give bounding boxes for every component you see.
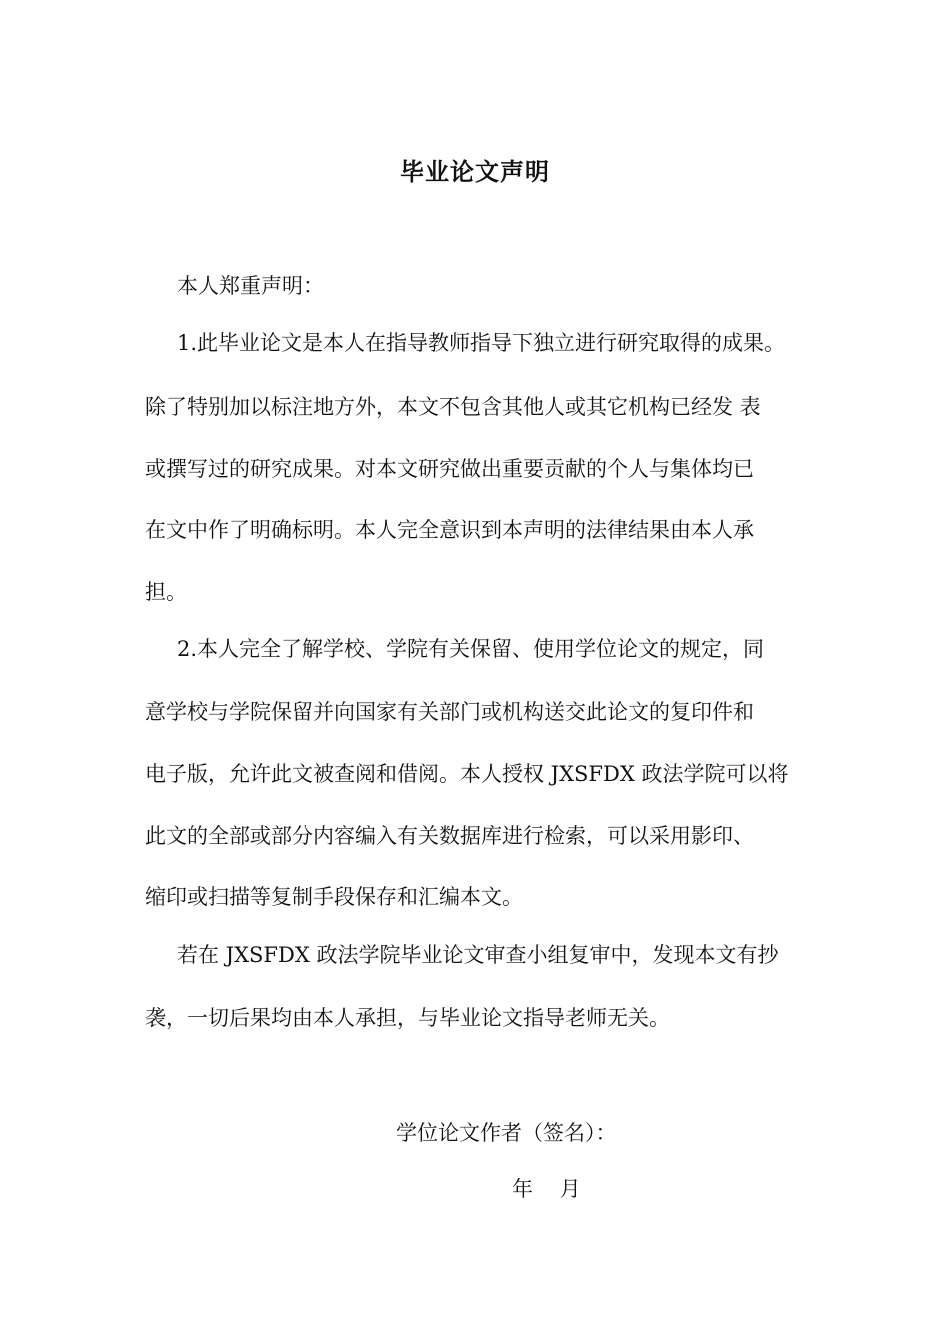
author-signature-label: 学位论文作者（签名）： [396,1121,617,1145]
page-title: 毕业论文声明 [400,158,550,186]
declaration-line: 除了特别加以标注地方外，本文不包含其他人或其它机构已经发 表 [145,395,761,419]
declaration-line: 此文的全部或部分内容编入有关数据库进行检索，可以采用影印、 [145,824,754,848]
declaration-line: 担。 [145,580,187,604]
declaration-line: 若在 JXSFDX 政法学院毕业论文审查小组复审中，发现本文有抄 [177,943,779,967]
declaration-line: 2.本人完全了解学校、学院有关保留、使用学位论文的规定，同 [177,637,765,661]
declaration-line: 袭，一切后果均由本人承担，与毕业论文指导老师无关。 [145,1006,670,1030]
declaration-line: 电子版，允许此文被查阅和借阅。本人授权 JXSFDX 政法学院可以将 [145,762,789,786]
declaration-line: 意学校与学院保留并向国家有关部门或机构送交此论文的复印件和 [145,700,754,724]
declaration-line: 缩印或扫描等复制手段保存和汇编本文。 [145,885,523,909]
signature-date: 年 月 [512,1177,581,1201]
declaration-line: 或撰写过的研究成果。对本文研究做出重要贡献的个人与集体均已 [145,457,754,481]
declaration-line: 在文中作了明确标明。本人完全意识到本声明的法律结果由本人承 [145,518,754,542]
declaration-opening: 本人郑重声明： [177,274,324,298]
declaration-line: 1.此毕业论文是本人在指导教师指导下独立进行研究取得的成果。 [177,331,786,355]
